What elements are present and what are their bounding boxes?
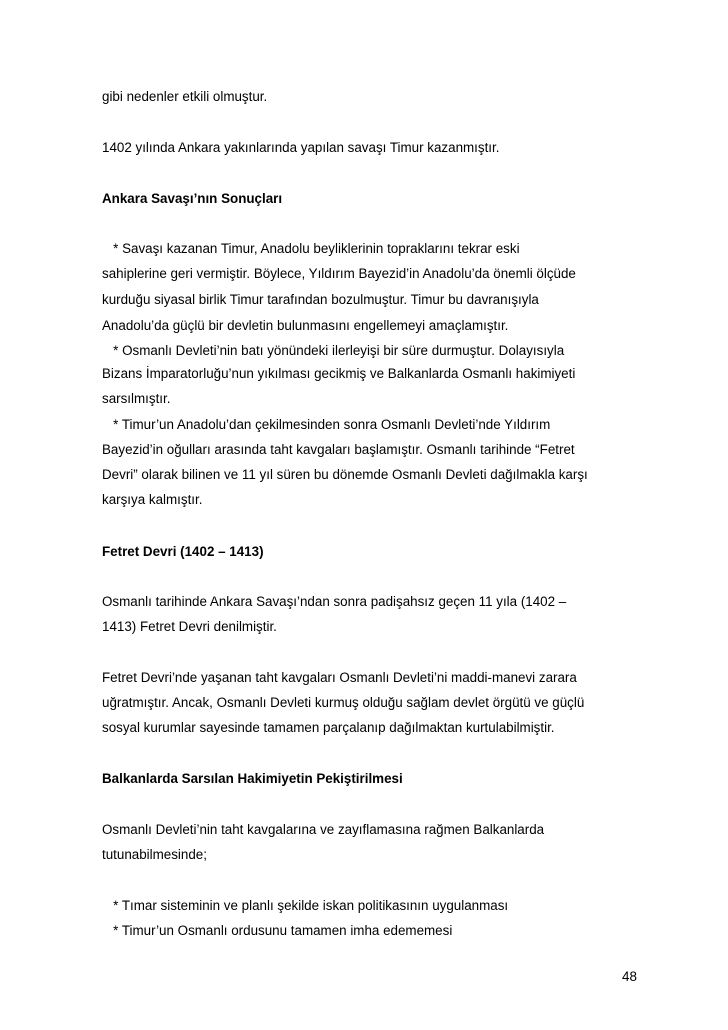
text-line: uğratmıştır. Ancak, Osmanlı Devleti kurmuş olduğu sağlam devlet örgütü ve güçlü — [102, 695, 585, 710]
text-line: Fetret Devri’nde yaşanan taht kavgaları Osmanlı Devleti’ni maddi-manevi zarara — [102, 670, 577, 685]
text-line: * Tımar sisteminin ve planlı şekilde iskan politikasının uygulanması — [102, 898, 509, 913]
text-line: tutunabilmesinde; — [102, 847, 207, 862]
text-line: gibi nedenler etkili olmuştur. — [102, 89, 268, 104]
text-line: Osmanlı Devleti’nin taht kavgalarına ve zayıflamasına rağmen Balkanlarda — [102, 822, 545, 837]
text-line: Osmanlı tarihinde Ankara Savaşı’ndan sonra padişahsız geçen 11 yıla (1402 – — [102, 594, 567, 609]
text-line: sosyal kurumlar sayesinde tamamen parçalanıp dağılmaktan kurtulabilmiştir. — [102, 720, 555, 735]
text-line: karşıya kalmıştır. — [102, 492, 203, 507]
text-line: * Osmanlı Devleti’nin batı yönündeki ilerleyişi bir süre durmuştur. Dolayısıyla — [102, 343, 565, 358]
text-line: kurduğu siyasal birlik Timur tarafından bozulmuştur. Timur bu davranışıyla — [102, 292, 539, 307]
text-line: Bizans İmparatorluğu’nun yıkılması gecikmiş ve Balkanlarda Osmanlı hakimiyeti — [102, 366, 576, 381]
page-number: 48 — [622, 969, 637, 984]
section-heading: Ankara Savaşı’nın Sonuçları — [102, 191, 283, 206]
section-heading: Fetret Devri (1402 – 1413) — [102, 544, 264, 559]
text-line: Bayezid’in oğulları arasında taht kavgaları başlamıştır. Osmanlı tarihinde “Fetret — [102, 442, 575, 457]
text-line: Devri” olarak bilinen ve 11 yıl süren bu dönemde Osmanlı Devleti dağılmakla karşı — [102, 467, 588, 482]
text-line: Anadolu’da güçlü bir devletin bulunmasını engellemeyi amaçlamıştır. — [102, 318, 509, 333]
text-line: sarsılmıştır. — [102, 391, 171, 406]
text-line: * Timur’un Anadolu’dan çekilmesinden sonra Osmanlı Devleti’nde Yıldırım — [102, 417, 551, 432]
text-line: * Savaşı kazanan Timur, Anadolu beyliklerinin topraklarını tekrar eski — [102, 241, 520, 256]
text-line: * Timur’un Osmanlı ordusunu tamamen imha edememesi — [102, 923, 453, 938]
text-line: sahiplerine geri vermiştir. Böylece, Yıldırım Bayezid’in Anadolu’da önemli ölçüde — [102, 266, 576, 281]
text-line: 1402 yılında Ankara yakınlarında yapılan savaşı Timur kazanmıştır. — [102, 140, 500, 155]
section-heading: Balkanlarda Sarsılan Hakimiyetin Pekiştirilmesi — [102, 771, 403, 786]
text-line: 1413) Fetret Devri denilmiştir. — [102, 619, 277, 634]
